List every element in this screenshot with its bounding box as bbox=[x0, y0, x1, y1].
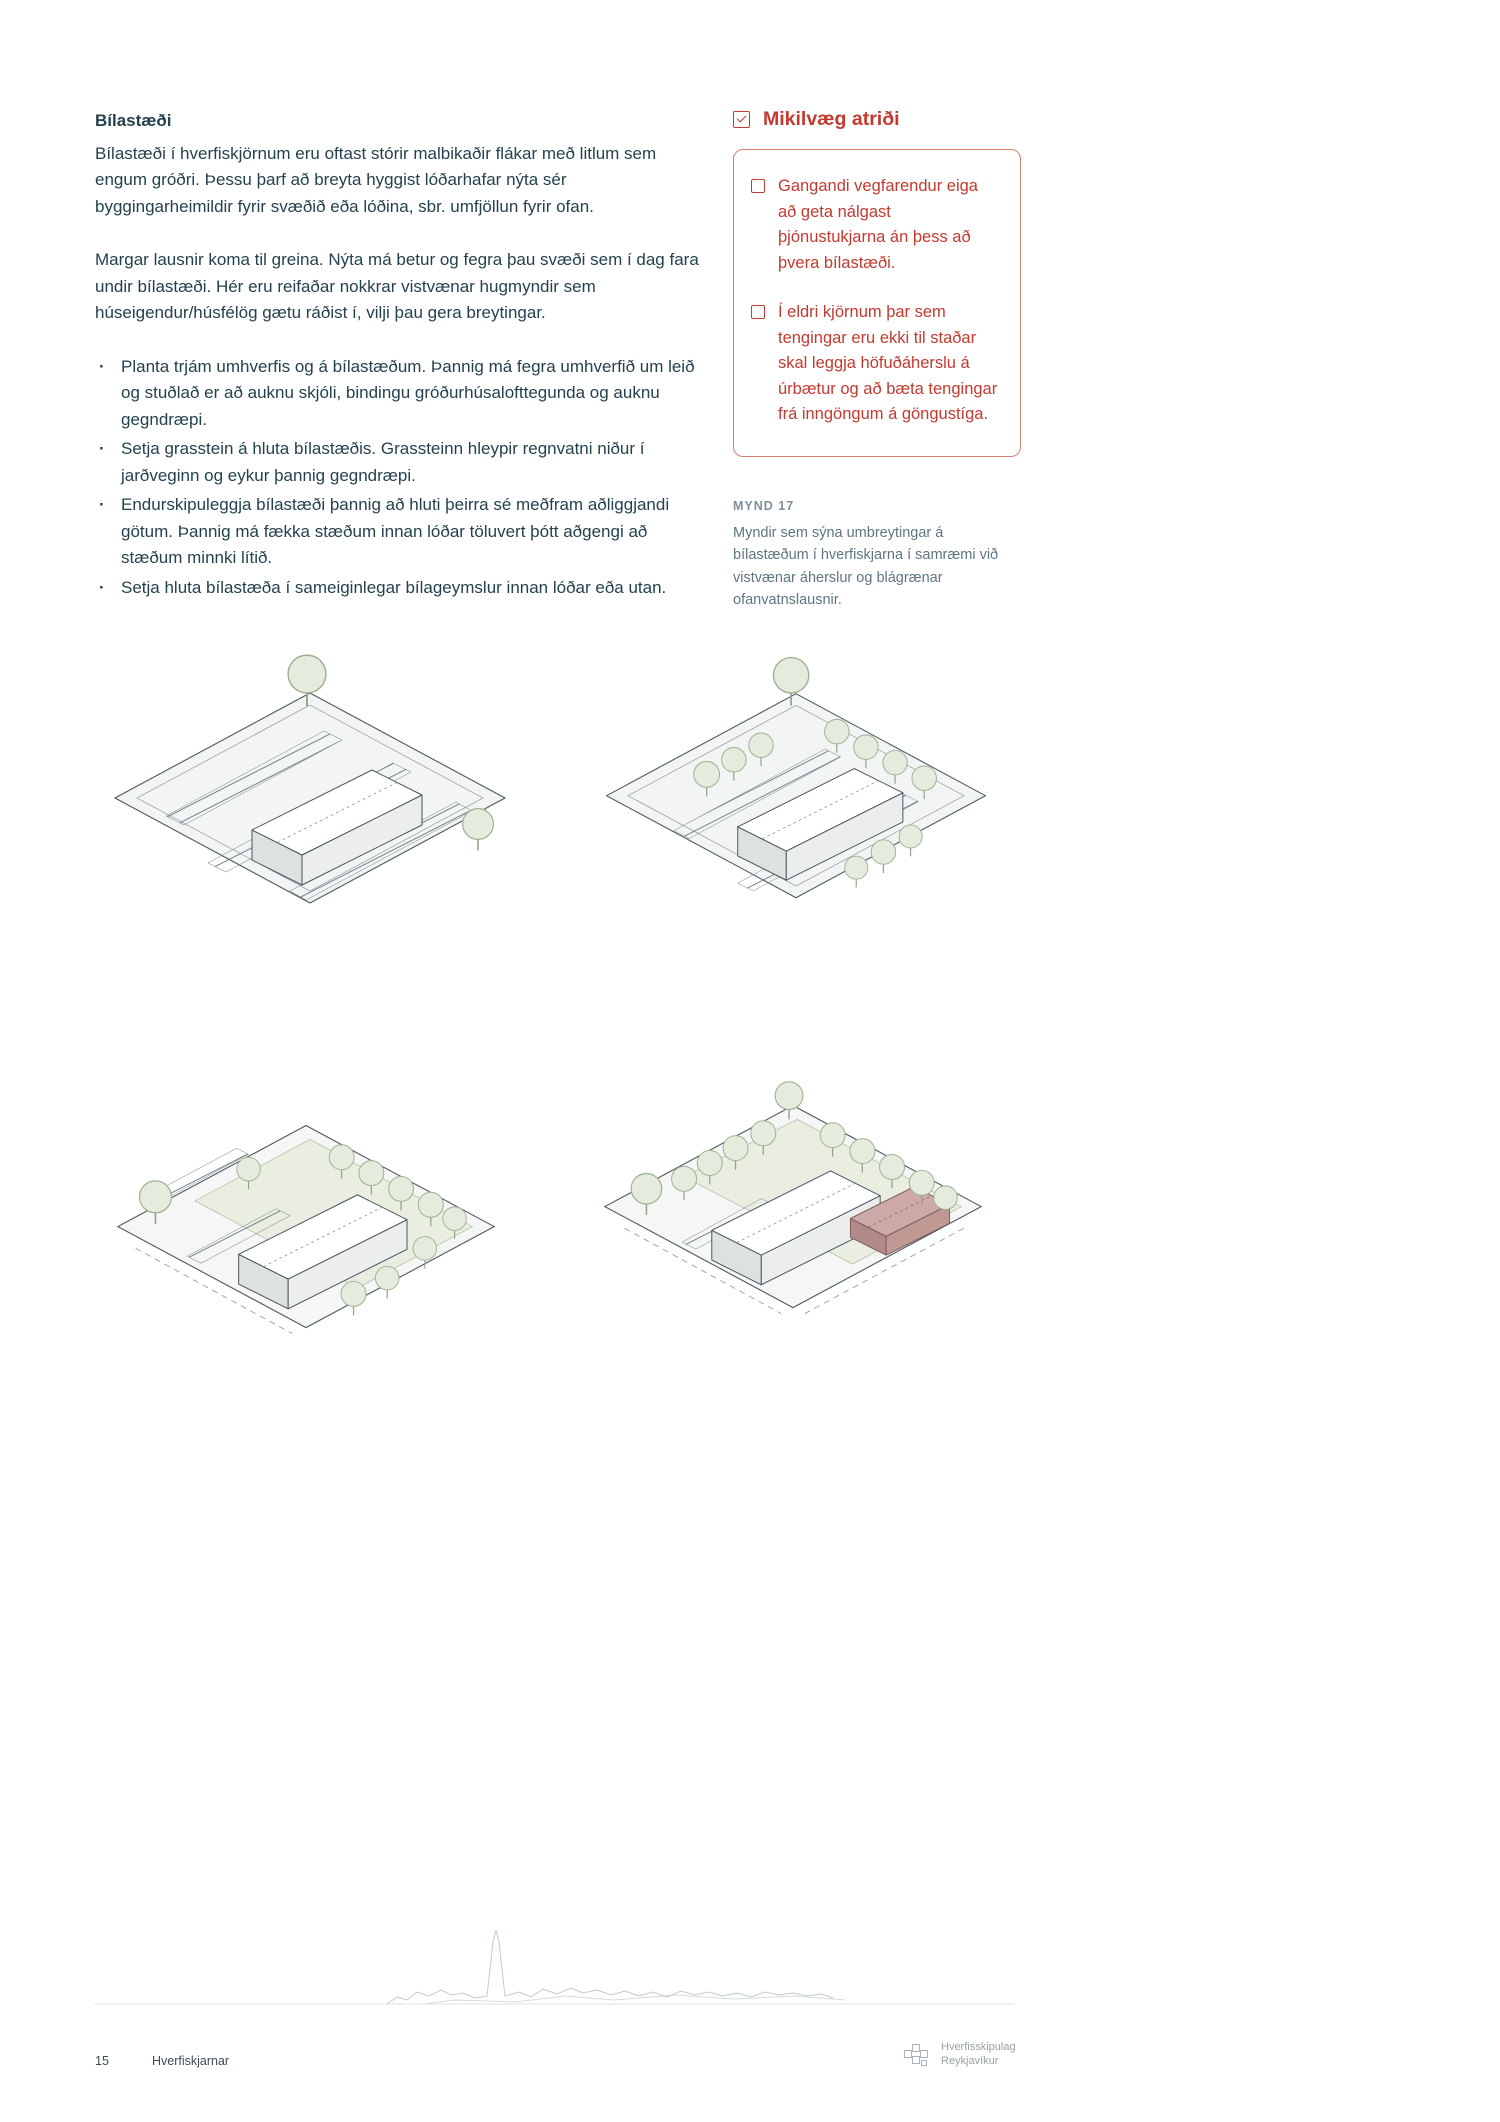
important-points-sidebar bbox=[733, 108, 1021, 612]
tree bbox=[845, 856, 868, 887]
sidebar-title: Mikilvæg atriði bbox=[763, 108, 900, 130]
bullet-item bbox=[95, 436, 707, 489]
paragraph-2: Margar lausnir koma til greina. Nýta má betur og fegra þau svæði sem í dag fara undir bílastæði. Hér eru reifaðar nokkrar vistvænar hugmyndir sem húseigendur/húsfélög gætu ráðist í, vilji þau gera breytingar. bbox=[95, 250, 699, 322]
bullet-item bbox=[95, 575, 707, 602]
footer-section-title: Hverfiskjarnar bbox=[152, 2054, 230, 2068]
skyline-back bbox=[425, 1995, 845, 2004]
diagram-lawn-and-street-parking bbox=[98, 1078, 514, 1415]
city-skyline-illustration bbox=[95, 1922, 1015, 2006]
important-item bbox=[751, 300, 1000, 428]
checkbox-icon bbox=[751, 179, 765, 193]
important-item-text: Í eldri kjörnum þar sem tengingar eru ekki til staðar skal leggja höfuðáherslu á úrbætur og að bæta tengingar frá inngöngum á göngustíga. bbox=[778, 303, 998, 423]
figure-label: MYND 17 bbox=[733, 498, 795, 513]
bullet-item bbox=[95, 354, 707, 434]
diagram-lawn-trees-garage bbox=[585, 1058, 1001, 1395]
sidebar-title-row bbox=[733, 108, 1021, 131]
logo-text bbox=[941, 2040, 1016, 2068]
bullet-text: Setja grasstein á hluta bílastæðis. Grassteinn hleypir regnvatni niður í jarðveginn og eykur þannig gegndræpi. bbox=[121, 439, 645, 485]
checked-checkbox-icon bbox=[733, 111, 750, 128]
bullet-item bbox=[95, 492, 707, 572]
checkbox-icon bbox=[751, 305, 765, 319]
diagram-lawn-and-street-parking-svg bbox=[98, 1078, 514, 1415]
bullet-text: Endurskipuleggja bílastæði þannig að hluti þeirra sé meðfram aðliggjandi götum. Þannig má fækka stæðum innan lóðar töluvert þótt aðgengi að stæðum minnki lítið. bbox=[121, 495, 670, 567]
tree bbox=[871, 840, 895, 873]
diagram-existing-parking-lot-svg bbox=[100, 648, 520, 978]
diagram-parking-with-trees-svg bbox=[592, 650, 1000, 971]
bullet-list bbox=[95, 354, 707, 602]
publisher-logo bbox=[903, 2040, 1016, 2068]
bullet-text: Setja hluta bílastæða í sameiginlegar bílageymslur innan lóðar eða utan. bbox=[121, 577, 667, 597]
important-item-text: Gangandi vegfarendur eiga að geta nálgast þjónustukjarna án þess að þvera bílastæði. bbox=[778, 177, 978, 272]
diagram-parking-with-trees bbox=[592, 650, 1000, 971]
logo-line-1: Hverfisskipulag bbox=[941, 2041, 1016, 2053]
section-heading: Bílastæði bbox=[95, 111, 172, 130]
diagram-lawn-trees-garage-svg bbox=[585, 1058, 1001, 1395]
tree bbox=[463, 809, 494, 851]
logo-line-2: Reykjavíkur bbox=[941, 2055, 999, 2067]
main-article bbox=[95, 108, 707, 604]
tree bbox=[899, 825, 922, 856]
paragraph-1: Bílastæði í hverfiskjörnum eru oftast stórir malbikaðir flákar með litlum sem engum gróðri. Þessu þarf að breyta hyggist lóðarhafar nýta sér byggingarheimildir fyrir svæðið eða lóðina, sbr. umfjöllun fyrir ofan. bbox=[95, 143, 657, 216]
diagram-existing-parking-lot bbox=[100, 648, 520, 978]
figure-caption: Myndir sem sýna umbreytingar á bílastæðum í hverfiskjarna í samræmi við vistvænar áherslur og blágrænar ofanvatnslausnir. bbox=[733, 524, 999, 608]
page-number: 15 bbox=[95, 2054, 109, 2068]
important-item bbox=[751, 174, 1000, 276]
figure-note bbox=[733, 499, 1021, 612]
bullet-text: Planta trjám umhverfis og á bílastæðum. Þannig má fegra umhverfið um leið og stuðlað er að auknu skjóli, bindingu gróðurhúsalofttegunda og auknu gegndræpi. bbox=[121, 356, 695, 429]
important-points-box bbox=[733, 149, 1021, 457]
tree bbox=[375, 1266, 399, 1298]
tree bbox=[341, 1281, 366, 1315]
logo-icon bbox=[903, 2041, 933, 2068]
skyline-front bbox=[387, 1930, 833, 2004]
